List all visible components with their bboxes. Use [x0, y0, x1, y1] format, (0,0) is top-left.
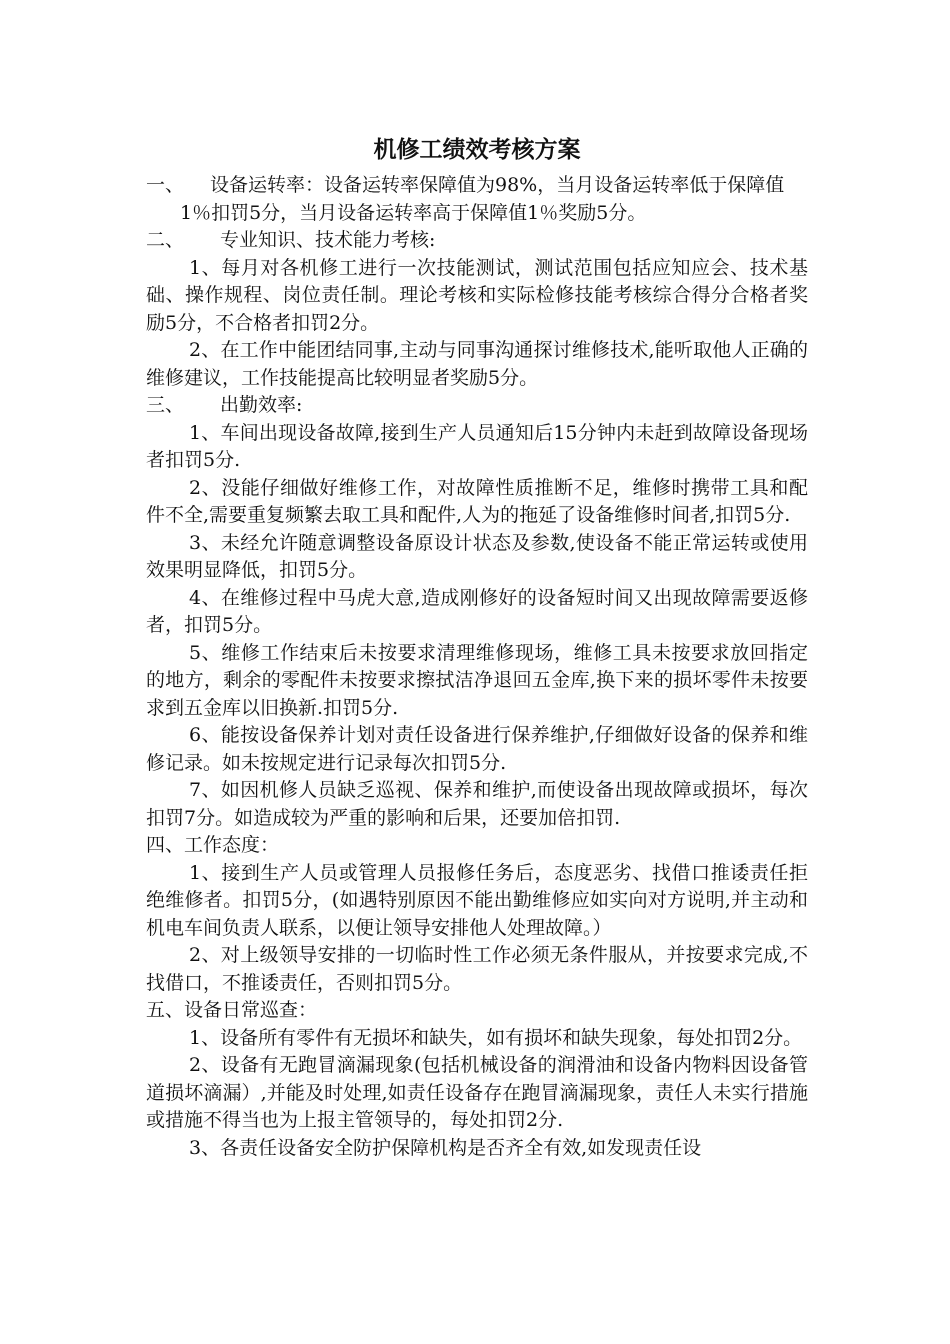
section-heading-text: 出勤效率: [220, 394, 303, 416]
paragraph: 2、在工作中能团结同事,主动与同事沟通探讨维修技术,能听取他人正确的维修建议，工作技能提高比较明显者奖励5分。 [146, 339, 808, 389]
section-2 [146, 227, 808, 392]
paragraph: 1、每月对各机修工进行一次技能测试，测试范围包括应知应会、技术基础、操作规程、岗位责任制。理论考核和实际检修技能考核综合得分合格者奖励5分，不合格者扣罚2分。 [146, 256, 808, 334]
paragraph: 7、如因机修人员缺乏巡视、保养和维护,而使设备出现故障或损坏，每次扣罚7分。如造成较为严重的影响和后果，还要加倍扣罚. [146, 779, 808, 829]
section-heading [146, 392, 808, 420]
paragraph: 3、各责任设备安全防护保障机构是否齐全有效,如发现责任设 [189, 1136, 702, 1159]
document-body [146, 134, 808, 1162]
section-text: 设备运转率：设备运转率保障值为98%，当月设备运转率低于保障值1％扣罚5分，当月设备运转率高于保障值1％奖励5分。 [180, 174, 785, 224]
paragraph: 4、在维修过程中马虎大意,造成刚修好的设备短时间又出现故障需要返修者，扣罚5分。 [146, 586, 808, 636]
section-heading [146, 227, 808, 255]
section-number: 一、 [146, 174, 185, 196]
paragraph: 2、设备有无跑冒滴漏现象(包括机械设备的润滑油和设备内物料因设备管道损坏滴漏）,并能及时处理,如责任设备存在跑冒滴漏现象，责任人未实行措施或措施不得当也为上报主管领导的，每处扣罚2分. [146, 1054, 808, 1131]
paragraph: 2、没能仔细做好维修工作，对故障性质推断不足，维修时携带工具和配件不全,需要重复频繁去取工具和配件,人为的拖延了设备维修时间者,扣罚5分. [146, 476, 808, 526]
paragraph: 1、车间出现设备故障,接到生产人员通知后15分钟内未赶到故障设备现场者扣罚5分. [146, 421, 808, 471]
section-3 [146, 392, 808, 832]
document-title: 机修工绩效考核方案 [373, 136, 581, 163]
section-5 [146, 997, 808, 1162]
section-heading: 四、工作态度： [146, 834, 280, 856]
paragraph: 6、能按设备保养计划对责任设备进行保养维护,仔细做好设备的保养和维修记录。如未按规定进行记录每次扣罚5分. [146, 724, 808, 774]
paragraph: 2、对上级领导安排的一切临时性工作必须无条件服从，并按要求完成,不找借口，不推诿责任，否则扣罚5分。 [146, 944, 808, 994]
paragraph: 1、接到生产人员或管理人员报修任务后，态度恶劣、找借口推诿责任拒绝维修者。扣罚5分，(如遇特别原因不能出勤维修应如实向对方说明,并主动和机电车间负责人联系，以便让领导安排他人处理故障。） [146, 861, 808, 939]
section-number: 二、 [146, 229, 185, 251]
paragraph: 1、设备所有零件有无损坏和缺失，如有损坏和缺失现象，每处扣罚2分。 [189, 1026, 803, 1049]
section-heading-text: 专业知识、技术能力考核: [220, 229, 436, 251]
section-1 [146, 172, 808, 227]
paragraph: 5、维修工作结束后未按要求清理维修现场，维修工具未按要求放回指定的地方，剩余的零配件未按要求擦拭洁净退回五金库,换下来的损坏零件未按要求到五金库以旧换新.扣罚5分. [146, 641, 808, 719]
section-heading: 五、设备日常巡查： [146, 999, 318, 1021]
section-number: 三、 [146, 394, 185, 416]
paragraph: 3、未经允许随意调整设备原设计状态及参数,使设备不能正常运转或使用效果明显降低，扣罚5分。 [146, 531, 808, 581]
section-4 [146, 832, 808, 997]
